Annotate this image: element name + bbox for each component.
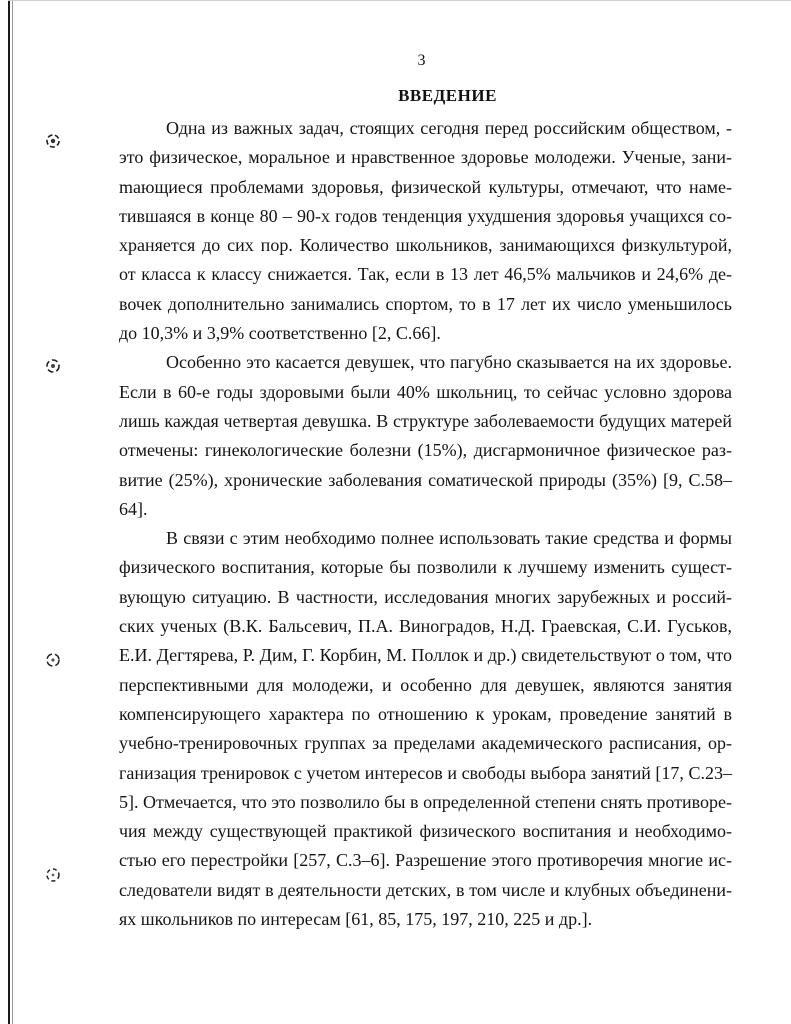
paragraph: Одна из важных задач, стоящих сегодня перед российским обществом, - это физическое, моральное и нравственное здоровье молодежи. Ученые, заниmающиеся проблемами здоровья, физической культуры, отмечают, что наметившаяся в конце 80 – 90-х годов тенденция ухудшения здоровья учащихся сохраняется до сих пор. Количество школьников, занимающихся физкультурой, от класса к классу снижается. Так, если в 13 лет 46,5% мальчиков и 24,6% девочек дополнительно занимались спортом, то в 17 лет их число уменьшилось до 10,3% и 3,9% соответственно [2, С.66]. bbox=[119, 118, 732, 344]
paragraph: Особенно это касается девушек, что пагубно сказывается на их здоровье. Если в 60-е годы здоровыми были 40% школьниц, то сейчас условно здорова лишь каждая четвертая девушка. В структуре заболеваемости будущих матерей отмечены: гинекологические болезни (15%), дисгармоничное физическое развитие (25%), хронические заболевания соматической природы (35%) [9, С.58–64]. bbox=[119, 352, 732, 519]
body-text bbox=[119, 114, 732, 934]
scan-edge-top bbox=[8, 0, 791, 1]
punch-hole-icon bbox=[44, 132, 62, 150]
scan-edge-line bbox=[8, 0, 10, 1024]
section-heading: ВВЕДЕНИЕ bbox=[398, 86, 497, 105]
page-number: 3 bbox=[417, 52, 426, 69]
scan-edge-line-inner bbox=[12, 0, 13, 1024]
punch-hole-icon bbox=[44, 651, 62, 669]
punch-hole-icon bbox=[44, 866, 62, 884]
paragraph: В связи с этим необходимо полнее использовать такие средства и формы физического воспитания, которые бы позволили к лучшему изменить существующую ситуацию. В частности, исследования многих зарубежных и российских ученых (В.К. Бальсевич, П.А. Виноградов, Н.Д. Граевская, С.И. Гуськов, Е.И. Дегтярева, Р. Дим, Г. Корбин, М. Поллок и др.) свидетельствуют о том, что перспективными для молодежи, и особенно для девушек, являются занятия компенсирующего характера по отношению к урокам, проведение занятий в учебно-тренировочных группах за пределами академического расписания, организация тренировок с учетом интересов и свободы выбора занятий [17, С.23–5]. Отмечается, что это позволило бы в определенной степени снять противоречия между существующей практикой физического воспитания и необходимостью его перестройки [257, С.3–6]. Разрешение этого противоречия многие исследователи видят в деятельности детских, в том числе и клубных объединениях школьников по интересам [61, 85, 175, 197, 210, 225 и др.]. bbox=[119, 528, 732, 930]
punch-hole-icon bbox=[44, 357, 62, 375]
